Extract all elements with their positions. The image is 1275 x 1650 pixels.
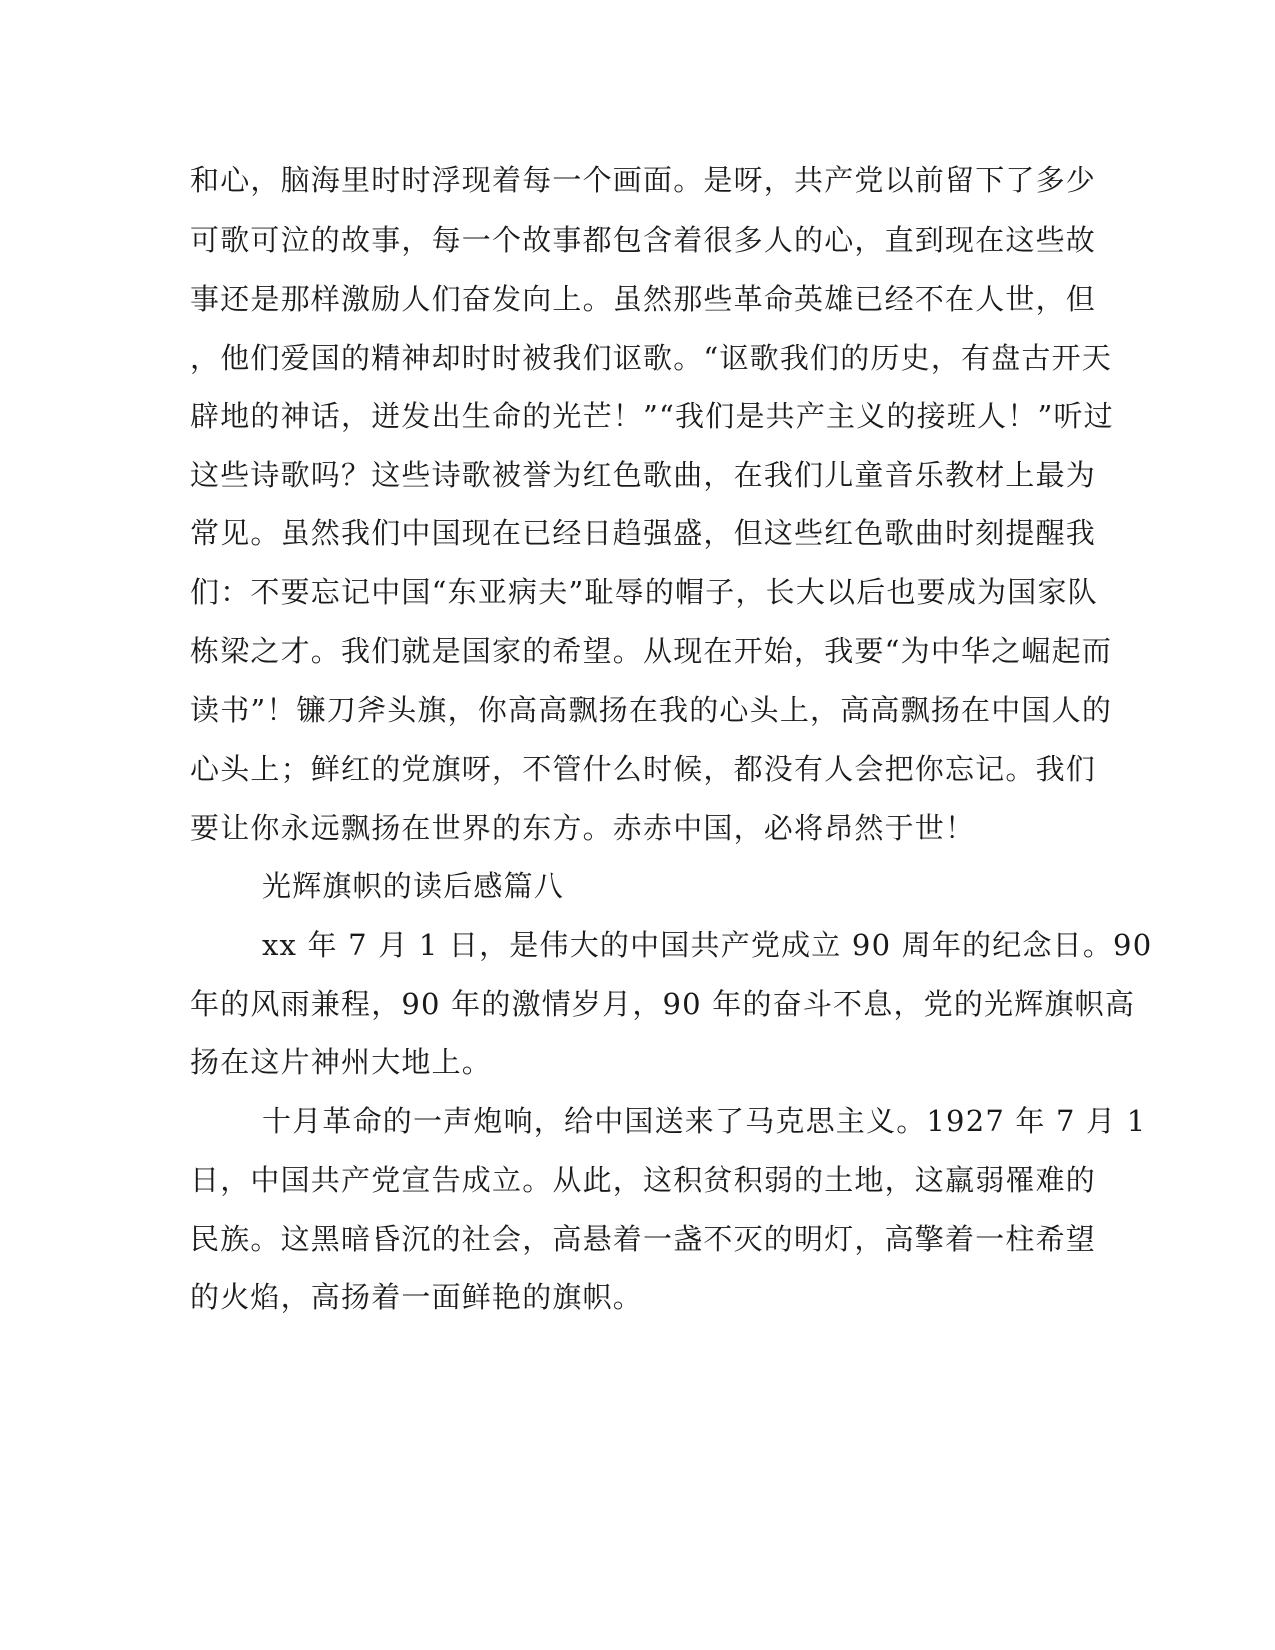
section-title: 光辉旗帜的读后感篇八 xyxy=(262,869,565,903)
paragraph-line: 可歌可泣的故事，每一个故事都包含着很多人的心，直到现在这些故 xyxy=(190,223,1097,257)
paragraph-line: 的火焰，高扬着一面鲜艳的旗帜。 xyxy=(190,1280,644,1314)
paragraph-line: xx 年 7 月 1 日，是伟大的中国共产党成立 90 周年的纪念日。90 xyxy=(262,928,1153,962)
paragraph-line: 扬在这片神州大地上。 xyxy=(190,1045,493,1079)
paragraph-line: 们：不要忘记中国“东亚病夫”耻辱的帽子，长大以后也要成为国家队 xyxy=(190,575,1098,609)
paragraph-line: 民族。这黑暗昏沉的社会，高悬着一盏不灭的明灯，高擎着一柱希望 xyxy=(190,1222,1097,1256)
paragraph-line: 和心，脑海里时时浮现着每一个画面。是呀，共产党以前留下了多少 xyxy=(190,163,1097,197)
paragraph-line: 年的风雨兼程，90 年的激情岁月，90 年的奋斗不息，党的光辉旗帜高 xyxy=(190,987,1136,1021)
paragraph-line: 读书”！镰刀斧头旗，你高高飘扬在我的心头上，高高飘扬在中国人的 xyxy=(190,693,1113,727)
paragraph-line: 十月革命的一声炮响，给中国送来了马克思主义。1927 年 7 月 1 xyxy=(262,1104,1147,1138)
paragraph-line: 心头上；鲜红的党旗呀，不管什么时候，都没有人会把你忘记。我们 xyxy=(190,752,1097,786)
paragraph-line: 栋梁之才。我们就是国家的希望。从现在开始，我要“为中华之崛起而 xyxy=(190,634,1113,668)
paragraph-line: 事还是那样激励人们奋发向上。虽然那些革命英雄已经不在人世，但 xyxy=(190,282,1097,316)
paragraph-line: 这些诗歌吗？这些诗歌被誉为红色歌曲，在我们儿童音乐教材上最为 xyxy=(190,458,1097,492)
paragraph-line: 日，中国共产党宣告成立。从此，这积贫积弱的土地，这羸弱罹难的 xyxy=(190,1163,1097,1197)
paragraph-line: ，他们爱国的精神却时时被我们讴歌。“讴歌我们的历史，有盘古开天 xyxy=(190,341,1113,375)
paragraph-line: 要让你永远飘扬在世界的东方。赤赤中国，必将昂然于世！ xyxy=(190,811,976,845)
paragraph-line: 辟地的神话，迸发出生命的光芒！”“我们是共产主义的接班人！”听过 xyxy=(190,399,1114,433)
paragraph-line: 常见。虽然我们中国现在已经日趋强盛，但这些红色歌曲时刻提醒我 xyxy=(190,516,1097,550)
